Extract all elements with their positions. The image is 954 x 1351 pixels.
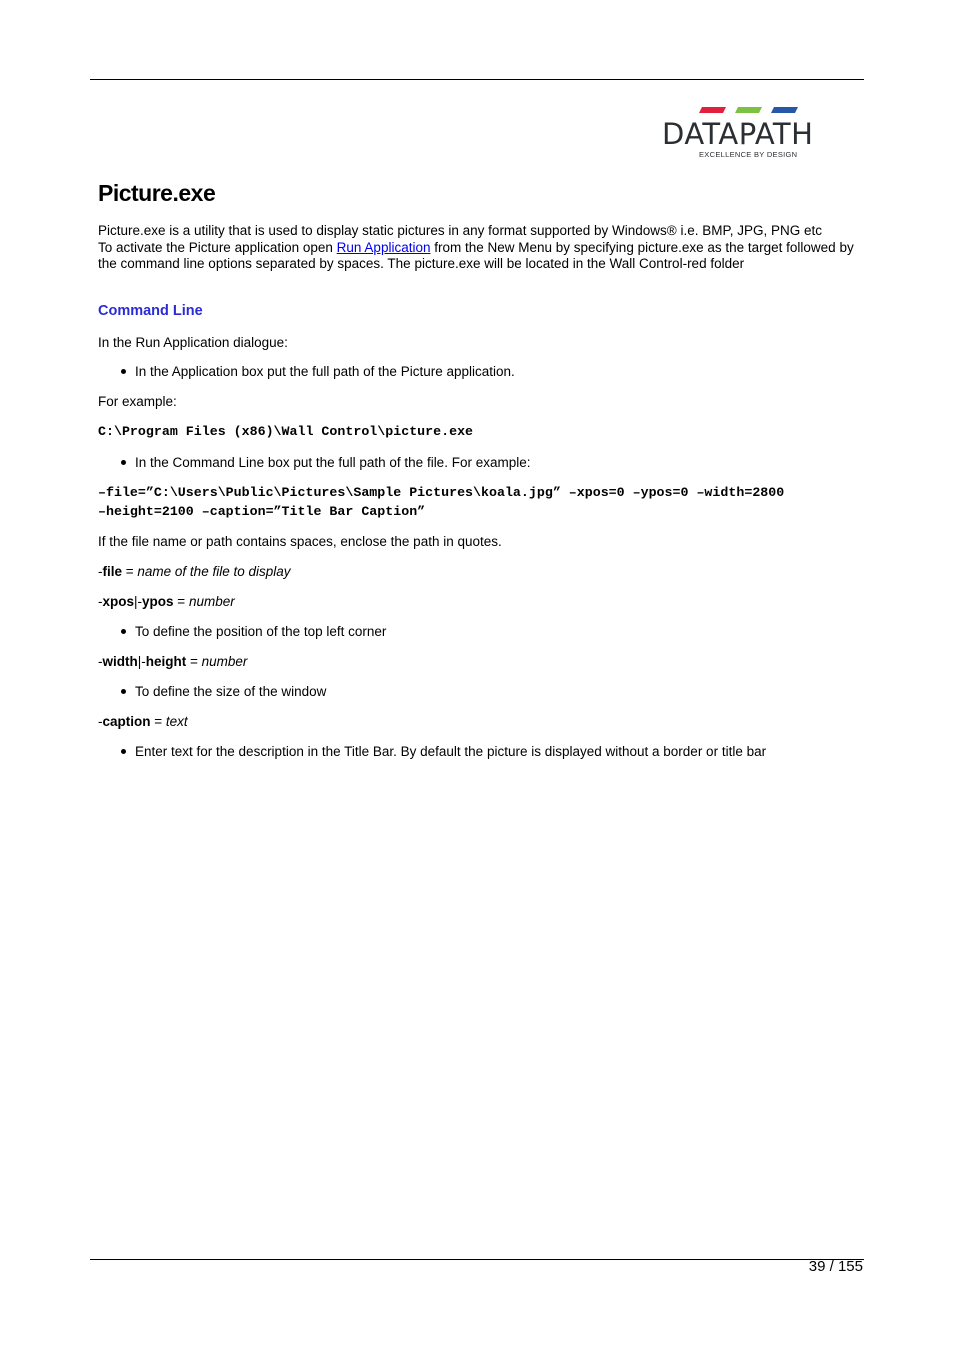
- bullet-icon: [121, 749, 126, 754]
- list-item: [121, 744, 766, 760]
- option-dash: -: [98, 564, 103, 579]
- option-position: [98, 594, 235, 611]
- list-item: [121, 624, 386, 640]
- code-arguments-line-1: –file=”C:\Users\Public\Pictures\Sample Pictures\koala.jpg” –xpos=0 –ypos=0 –width=2800: [98, 485, 785, 500]
- option-name: caption: [102, 714, 151, 729]
- option-description: number: [201, 654, 248, 669]
- bullet-icon: [121, 369, 126, 374]
- option-equals: =: [186, 654, 202, 669]
- run-dialogue-text: In the Run Application dialogue:: [98, 335, 288, 350]
- footer-divider: [90, 1259, 864, 1260]
- bullet-icon: [121, 689, 126, 694]
- option-name: ypos: [142, 594, 174, 609]
- datapath-logo: [662, 107, 834, 161]
- intro-line-2: [98, 240, 858, 257]
- code-arguments: [98, 483, 784, 521]
- option-name: width: [102, 654, 138, 669]
- option-equals: =: [173, 594, 189, 609]
- list-item: [121, 684, 326, 700]
- option-separator: |-: [137, 654, 146, 669]
- list-item-text: To define the size of the window: [135, 684, 327, 699]
- header-divider: [90, 79, 864, 80]
- option-description: name of the file to display: [137, 564, 291, 579]
- run-application-link[interactable]: Run Application: [336, 239, 431, 255]
- list-item: [121, 364, 515, 380]
- option-name: xpos: [102, 594, 135, 609]
- list-item-text: In the Application box put the full path of the Picture application.: [135, 364, 515, 379]
- option-dash: -: [98, 714, 103, 729]
- logo-wordmark: DATAPATH: [662, 117, 814, 151]
- option-caption: [98, 714, 188, 731]
- list-item-text: To define the position of the top left corner: [135, 624, 387, 639]
- option-equals: =: [122, 564, 138, 579]
- for-example-text: For example:: [98, 394, 177, 409]
- code-application-path: C:\Program Files (x86)\Wall Control\picture.exe: [98, 424, 474, 439]
- intro-paragraph: [98, 223, 858, 273]
- option-dash: -: [98, 594, 103, 609]
- intro-line-3: the command line options separated by spaces. The picture.exe will be located in the Wall Control-red folder: [98, 256, 745, 271]
- page-number: 39 / 155: [808, 1258, 863, 1275]
- option-description: number: [188, 594, 235, 609]
- option-equals: =: [150, 714, 166, 729]
- bullet-icon: [121, 460, 126, 465]
- option-separator: |-: [134, 594, 143, 609]
- option-description: text: [165, 714, 188, 729]
- page-title: Picture.exe: [98, 180, 216, 206]
- list-item-text: In the Command Line box put the full path of the file. For example:: [135, 455, 531, 470]
- logo-tagline: EXCELLENCE BY DESIGN: [699, 150, 798, 159]
- intro-text: from the New Menu by specifying picture.exe as the target followed by: [430, 239, 854, 255]
- intro-text: To activate the Picture application open: [98, 239, 337, 255]
- option-name: height: [145, 654, 187, 669]
- list-item: [121, 455, 530, 471]
- option-dash: -: [98, 654, 103, 669]
- option-file: [98, 564, 291, 581]
- option-name: file: [102, 564, 123, 579]
- option-size: [98, 654, 247, 671]
- bullet-icon: [121, 629, 126, 634]
- command-line-heading: Command Line: [98, 303, 203, 319]
- intro-line-1: Picture.exe is a utility that is used to display static pictures in any format supported by Windows® i.e. BMP, JPG, PNG etc: [98, 223, 823, 238]
- logo-color-bars-icon: [698, 107, 838, 117]
- spaces-note: If the file name or path contains spaces, enclose the path in quotes.: [98, 534, 502, 549]
- code-arguments-line-2: –height=2100 –caption=”Title Bar Caption”: [98, 504, 426, 519]
- list-item-text: Enter text for the description in the Title Bar. By default the picture is displayed without a border or title bar: [135, 744, 767, 759]
